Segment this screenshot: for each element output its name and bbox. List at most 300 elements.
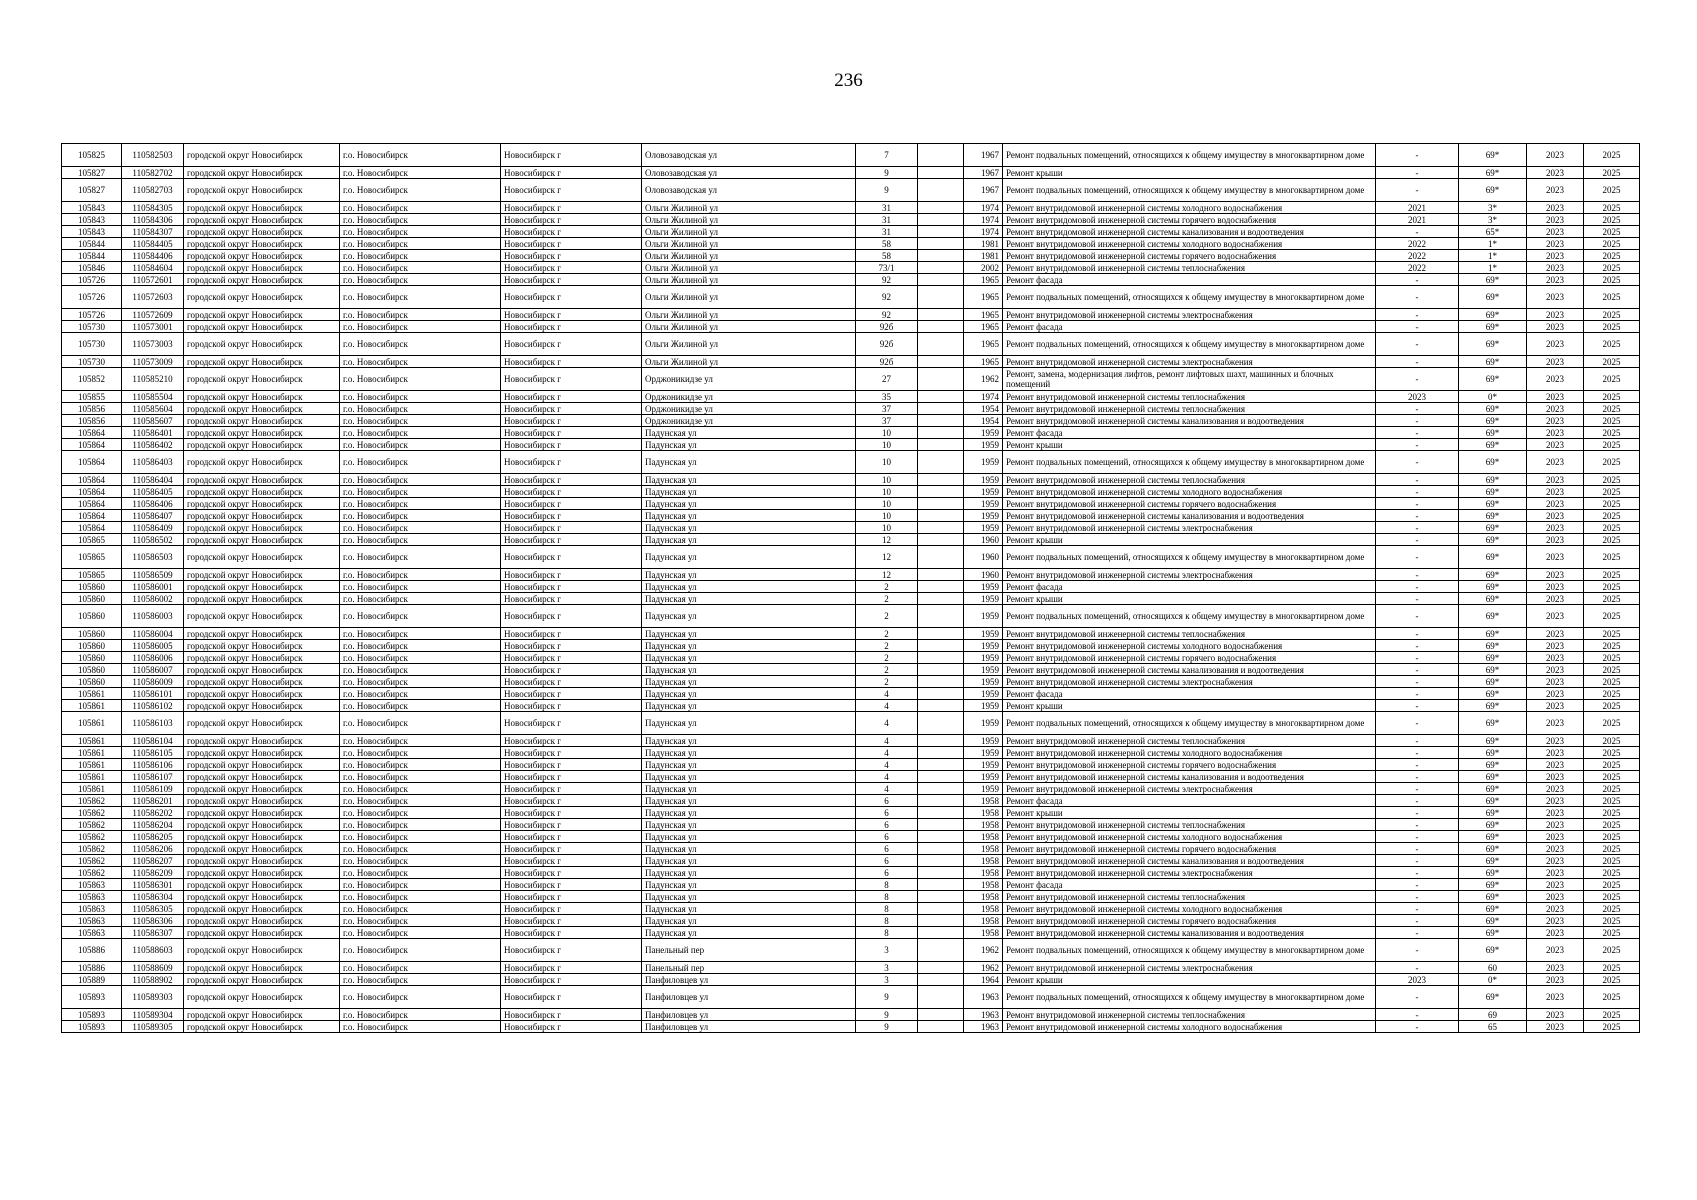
cell-district: городской округ Новосибирск bbox=[184, 891, 340, 903]
cell-prev-repair-year: - bbox=[1376, 807, 1459, 819]
table-row bbox=[62, 262, 1640, 274]
cell-house-number: 6 bbox=[856, 843, 918, 855]
cell-work-type: Ремонт крыши bbox=[1003, 807, 1376, 819]
table-row bbox=[62, 581, 1640, 593]
cell-municipality: г.о. Новосибирск bbox=[340, 879, 501, 891]
cell-end-year: 2025 bbox=[1584, 831, 1640, 843]
cell-wear-percent: 69* bbox=[1459, 891, 1527, 903]
cell-house-number: 35 bbox=[856, 391, 918, 403]
cell-street: Падунская ул bbox=[642, 605, 856, 628]
cell-wear-percent: 69* bbox=[1459, 676, 1527, 688]
cell-work-id: 110585607 bbox=[122, 415, 184, 427]
cell-district: городской округ Новосибирск bbox=[184, 474, 340, 486]
table-row bbox=[62, 522, 1640, 534]
cell-district: городской округ Новосибирск bbox=[184, 605, 340, 628]
cell-municipality: г.о. Новосибирск bbox=[340, 867, 501, 879]
cell-municipality: г.о. Новосибирск bbox=[340, 1009, 501, 1021]
cell-district: городской округ Новосибирск bbox=[184, 439, 340, 451]
cell-wear-percent: 69* bbox=[1459, 427, 1527, 439]
cell-start-year: 2023 bbox=[1527, 167, 1584, 179]
cell-work-id: 110584405 bbox=[122, 238, 184, 250]
cell-prev-repair-year: - bbox=[1376, 439, 1459, 451]
cell-house-number: 12 bbox=[856, 546, 918, 569]
cell-extra bbox=[918, 962, 964, 974]
cell-end-year: 2025 bbox=[1584, 891, 1640, 903]
cell-municipality: г.о. Новосибирск bbox=[340, 986, 501, 1009]
cell-start-year: 2023 bbox=[1527, 843, 1584, 855]
cell-build-year: 1974 bbox=[964, 226, 1003, 238]
table-row bbox=[62, 321, 1640, 333]
cell-work-type: Ремонт внутридомовой инженерной системы канализования и водоотведения bbox=[1003, 510, 1376, 522]
cell-city: Новосибирск г bbox=[501, 274, 642, 286]
cell-work-id: 110584307 bbox=[122, 226, 184, 238]
cell-object-id: 105730 bbox=[62, 333, 122, 356]
table-row bbox=[62, 891, 1640, 903]
cell-city: Новосибирск г bbox=[501, 843, 642, 855]
cell-city: Новосибирск г bbox=[501, 451, 642, 474]
cell-work-type: Ремонт фасада bbox=[1003, 274, 1376, 286]
cell-build-year: 1959 bbox=[964, 771, 1003, 783]
cell-district: городской округ Новосибирск bbox=[184, 640, 340, 652]
cell-object-id: 105889 bbox=[62, 974, 122, 986]
cell-city: Новосибирск г bbox=[501, 962, 642, 974]
table-row bbox=[62, 534, 1640, 546]
cell-end-year: 2025 bbox=[1584, 333, 1640, 356]
cell-build-year: 1963 bbox=[964, 1009, 1003, 1021]
cell-prev-repair-year: - bbox=[1376, 676, 1459, 688]
cell-city: Новосибирск г bbox=[501, 735, 642, 747]
cell-work-id: 110586404 bbox=[122, 474, 184, 486]
cell-work-type: Ремонт внутридомовой инженерной системы электроснабжения bbox=[1003, 962, 1376, 974]
cell-house-number: 8 bbox=[856, 927, 918, 939]
cell-municipality: г.о. Новосибирск bbox=[340, 915, 501, 927]
cell-prev-repair-year: - bbox=[1376, 843, 1459, 855]
cell-municipality: г.о. Новосибирск bbox=[340, 747, 501, 759]
cell-street: Падунская ул bbox=[642, 712, 856, 735]
cell-wear-percent: 69* bbox=[1459, 927, 1527, 939]
cell-build-year: 1967 bbox=[964, 167, 1003, 179]
cell-work-type: Ремонт крыши bbox=[1003, 974, 1376, 986]
cell-district: городской округ Новосибирск bbox=[184, 795, 340, 807]
cell-start-year: 2023 bbox=[1527, 486, 1584, 498]
cell-object-id: 105861 bbox=[62, 700, 122, 712]
cell-district: городской округ Новосибирск bbox=[184, 274, 340, 286]
cell-work-type: Ремонт внутридомовой инженерной системы холодного водоснабжения bbox=[1003, 903, 1376, 915]
cell-work-id: 110589305 bbox=[122, 1021, 184, 1033]
cell-street: Падунская ул bbox=[642, 640, 856, 652]
cell-extra bbox=[918, 415, 964, 427]
cell-extra bbox=[918, 807, 964, 819]
cell-start-year: 2023 bbox=[1527, 891, 1584, 903]
cell-end-year: 2025 bbox=[1584, 819, 1640, 831]
cell-prev-repair-year: - bbox=[1376, 986, 1459, 1009]
cell-build-year: 1959 bbox=[964, 664, 1003, 676]
cell-municipality: г.о. Новосибирск bbox=[340, 783, 501, 795]
cell-extra bbox=[918, 795, 964, 807]
cell-work-id: 110586407 bbox=[122, 510, 184, 522]
cell-prev-repair-year: - bbox=[1376, 498, 1459, 510]
cell-house-number: 2 bbox=[856, 581, 918, 593]
cell-municipality: г.о. Новосибирск bbox=[340, 759, 501, 771]
cell-municipality: г.о. Новосибирск bbox=[340, 486, 501, 498]
cell-extra bbox=[918, 903, 964, 915]
cell-house-number: 4 bbox=[856, 759, 918, 771]
cell-extra bbox=[918, 486, 964, 498]
cell-start-year: 2023 bbox=[1527, 927, 1584, 939]
cell-start-year: 2023 bbox=[1527, 771, 1584, 783]
cell-street: Панельный пер bbox=[642, 962, 856, 974]
cell-house-number: 2 bbox=[856, 605, 918, 628]
cell-prev-repair-year: - bbox=[1376, 700, 1459, 712]
cell-house-number: 10 bbox=[856, 427, 918, 439]
cell-city: Новосибирск г bbox=[501, 415, 642, 427]
cell-work-id: 110586106 bbox=[122, 759, 184, 771]
cell-work-id: 110584604 bbox=[122, 262, 184, 274]
cell-district: городской округ Новосибирск bbox=[184, 569, 340, 581]
cell-prev-repair-year: - bbox=[1376, 735, 1459, 747]
cell-municipality: г.о. Новосибирск bbox=[340, 581, 501, 593]
cell-work-type: Ремонт внутридомовой инженерной системы горячего водоснабжения bbox=[1003, 498, 1376, 510]
cell-prev-repair-year: - bbox=[1376, 747, 1459, 759]
table-row bbox=[62, 915, 1640, 927]
cell-start-year: 2023 bbox=[1527, 831, 1584, 843]
cell-municipality: г.о. Новосибирск bbox=[340, 167, 501, 179]
cell-street: Падунская ул bbox=[642, 498, 856, 510]
cell-build-year: 1960 bbox=[964, 534, 1003, 546]
cell-city: Новосибирск г bbox=[501, 831, 642, 843]
cell-municipality: г.о. Новосибирск bbox=[340, 403, 501, 415]
cell-end-year: 2025 bbox=[1584, 403, 1640, 415]
cell-object-id: 105865 bbox=[62, 569, 122, 581]
cell-prev-repair-year: - bbox=[1376, 522, 1459, 534]
cell-work-id: 110588603 bbox=[122, 939, 184, 962]
cell-street: Ольги Жилиной ул bbox=[642, 202, 856, 214]
cell-house-number: 10 bbox=[856, 510, 918, 522]
cell-object-id: 105860 bbox=[62, 652, 122, 664]
cell-wear-percent: 69* bbox=[1459, 664, 1527, 676]
cell-house-number: 3 bbox=[856, 962, 918, 974]
cell-city: Новосибирск г bbox=[501, 286, 642, 309]
cell-district: городской округ Новосибирск bbox=[184, 1009, 340, 1021]
cell-extra bbox=[918, 593, 964, 605]
cell-end-year: 2025 bbox=[1584, 1009, 1640, 1021]
cell-house-number: 9 bbox=[856, 1021, 918, 1033]
cell-house-number: 4 bbox=[856, 712, 918, 735]
cell-start-year: 2023 bbox=[1527, 451, 1584, 474]
cell-district: городской округ Новосибирск bbox=[184, 819, 340, 831]
cell-street: Панфиловцев ул bbox=[642, 986, 856, 1009]
cell-municipality: г.о. Новосибирск bbox=[340, 640, 501, 652]
cell-object-id: 105862 bbox=[62, 819, 122, 831]
cell-extra bbox=[918, 652, 964, 664]
cell-extra bbox=[918, 250, 964, 262]
cell-build-year: 1959 bbox=[964, 747, 1003, 759]
cell-municipality: г.о. Новосибирск bbox=[340, 795, 501, 807]
cell-start-year: 2023 bbox=[1527, 226, 1584, 238]
cell-house-number: 6 bbox=[856, 795, 918, 807]
cell-city: Новосибирск г bbox=[501, 1009, 642, 1021]
cell-extra bbox=[918, 747, 964, 759]
cell-object-id: 105726 bbox=[62, 286, 122, 309]
cell-house-number: 92б bbox=[856, 333, 918, 356]
cell-house-number: 4 bbox=[856, 735, 918, 747]
cell-extra bbox=[918, 700, 964, 712]
cell-work-type: Ремонт внутридомовой инженерной системы электроснабжения bbox=[1003, 569, 1376, 581]
cell-extra bbox=[918, 867, 964, 879]
cell-work-type: Ремонт подвальных помещений, относящихся к общему имуществу в многоквартирном доме bbox=[1003, 179, 1376, 202]
cell-object-id: 105864 bbox=[62, 451, 122, 474]
cell-work-type: Ремонт внутридомовой инженерной системы холодного водоснабжения bbox=[1003, 238, 1376, 250]
cell-build-year: 1959 bbox=[964, 652, 1003, 664]
cell-wear-percent: 69* bbox=[1459, 368, 1527, 391]
cell-extra bbox=[918, 368, 964, 391]
cell-build-year: 1958 bbox=[964, 891, 1003, 903]
cell-work-type: Ремонт внутридомовой инженерной системы электроснабжения bbox=[1003, 522, 1376, 534]
cell-work-type: Ремонт внутридомовой инженерной системы электроснабжения bbox=[1003, 356, 1376, 368]
cell-street: Панфиловцев ул bbox=[642, 1021, 856, 1033]
cell-municipality: г.о. Новосибирск bbox=[340, 712, 501, 735]
cell-start-year: 2023 bbox=[1527, 903, 1584, 915]
cell-build-year: 1958 bbox=[964, 879, 1003, 891]
cell-wear-percent: 1* bbox=[1459, 250, 1527, 262]
cell-street: Падунская ул bbox=[642, 652, 856, 664]
cell-district: городской округ Новосибирск bbox=[184, 250, 340, 262]
cell-end-year: 2025 bbox=[1584, 843, 1640, 855]
table-row bbox=[62, 1009, 1640, 1021]
cell-city: Новосибирск г bbox=[501, 712, 642, 735]
cell-start-year: 2023 bbox=[1527, 179, 1584, 202]
cell-start-year: 2023 bbox=[1527, 664, 1584, 676]
cell-build-year: 1965 bbox=[964, 309, 1003, 321]
cell-wear-percent: 69* bbox=[1459, 915, 1527, 927]
cell-end-year: 2025 bbox=[1584, 214, 1640, 226]
cell-build-year: 1959 bbox=[964, 676, 1003, 688]
cell-work-type: Ремонт внутридомовой инженерной системы холодного водоснабжения bbox=[1003, 747, 1376, 759]
cell-work-type: Ремонт внутридомовой инженерной системы электроснабжения bbox=[1003, 676, 1376, 688]
cell-work-id: 110586405 bbox=[122, 486, 184, 498]
cell-wear-percent: 65 bbox=[1459, 1021, 1527, 1033]
cell-city: Новосибирск г bbox=[501, 783, 642, 795]
table-row bbox=[62, 439, 1640, 451]
cell-municipality: г.о. Новосибирск bbox=[340, 250, 501, 262]
cell-end-year: 2025 bbox=[1584, 569, 1640, 581]
cell-build-year: 1959 bbox=[964, 628, 1003, 640]
cell-municipality: г.о. Новосибирск bbox=[340, 498, 501, 510]
cell-extra bbox=[918, 439, 964, 451]
cell-work-id: 110585604 bbox=[122, 403, 184, 415]
cell-start-year: 2023 bbox=[1527, 439, 1584, 451]
cell-object-id: 105861 bbox=[62, 735, 122, 747]
cell-prev-repair-year: - bbox=[1376, 593, 1459, 605]
cell-extra bbox=[918, 226, 964, 238]
cell-object-id: 105862 bbox=[62, 843, 122, 855]
cell-start-year: 2023 bbox=[1527, 915, 1584, 927]
table-row bbox=[62, 640, 1640, 652]
cell-street: Ольги Жилиной ул bbox=[642, 238, 856, 250]
cell-work-type: Ремонт подвальных помещений, относящихся к общему имуществу в многоквартирном доме bbox=[1003, 605, 1376, 628]
cell-city: Новосибирск г bbox=[501, 927, 642, 939]
cell-city: Новосибирск г bbox=[501, 309, 642, 321]
cell-house-number: 4 bbox=[856, 771, 918, 783]
table-row bbox=[62, 569, 1640, 581]
cell-end-year: 2025 bbox=[1584, 688, 1640, 700]
table-row bbox=[62, 214, 1640, 226]
cell-work-type: Ремонт подвальных помещений, относящихся к общему имуществу в многоквартирном доме bbox=[1003, 451, 1376, 474]
cell-district: городской округ Новосибирск bbox=[184, 226, 340, 238]
cell-work-id: 110584306 bbox=[122, 214, 184, 226]
cell-municipality: г.о. Новосибирск bbox=[340, 534, 501, 546]
cell-municipality: г.о. Новосибирск bbox=[340, 179, 501, 202]
cell-wear-percent: 69* bbox=[1459, 546, 1527, 569]
cell-work-id: 110589304 bbox=[122, 1009, 184, 1021]
cell-work-type: Ремонт внутридомовой инженерной системы горячего водоснабжения bbox=[1003, 843, 1376, 855]
cell-wear-percent: 69* bbox=[1459, 581, 1527, 593]
cell-wear-percent: 69* bbox=[1459, 593, 1527, 605]
cell-house-number: 2 bbox=[856, 664, 918, 676]
cell-object-id: 105856 bbox=[62, 415, 122, 427]
cell-work-type: Ремонт внутридомовой инженерной системы теплоснабжения bbox=[1003, 403, 1376, 415]
cell-build-year: 1954 bbox=[964, 415, 1003, 427]
cell-extra bbox=[918, 286, 964, 309]
cell-work-type: Ремонт внутридомовой инженерной системы электроснабжения bbox=[1003, 867, 1376, 879]
cell-start-year: 2023 bbox=[1527, 356, 1584, 368]
cell-extra bbox=[918, 1021, 964, 1033]
cell-house-number: 2 bbox=[856, 640, 918, 652]
cell-district: городской округ Новосибирск bbox=[184, 688, 340, 700]
table-row bbox=[62, 144, 1640, 167]
cell-municipality: г.о. Новосибирск bbox=[340, 593, 501, 605]
table-row bbox=[62, 593, 1640, 605]
cell-work-id: 110586204 bbox=[122, 819, 184, 831]
cell-work-type: Ремонт подвальных помещений, относящихся к общему имуществу в многоквартирном доме bbox=[1003, 546, 1376, 569]
cell-start-year: 2023 bbox=[1527, 795, 1584, 807]
cell-prev-repair-year: - bbox=[1376, 546, 1459, 569]
cell-extra bbox=[918, 676, 964, 688]
cell-prev-repair-year: - bbox=[1376, 333, 1459, 356]
cell-wear-percent: 69* bbox=[1459, 474, 1527, 486]
cell-work-type: Ремонт внутридомовой инженерной системы горячего водоснабжения bbox=[1003, 652, 1376, 664]
cell-start-year: 2023 bbox=[1527, 569, 1584, 581]
cell-municipality: г.о. Новосибирск bbox=[340, 819, 501, 831]
cell-house-number: 8 bbox=[856, 903, 918, 915]
cell-street: Падунская ул bbox=[642, 831, 856, 843]
cell-city: Новосибирск г bbox=[501, 510, 642, 522]
cell-wear-percent: 69* bbox=[1459, 903, 1527, 915]
cell-street: Орджоникидзе ул bbox=[642, 403, 856, 415]
cell-work-id: 110586509 bbox=[122, 569, 184, 581]
cell-work-type: Ремонт внутридомовой инженерной системы теплоснабжения bbox=[1003, 735, 1376, 747]
cell-prev-repair-year: - bbox=[1376, 368, 1459, 391]
cell-work-id: 110582702 bbox=[122, 167, 184, 179]
cell-wear-percent: 69* bbox=[1459, 712, 1527, 735]
table-row bbox=[62, 855, 1640, 867]
cell-extra bbox=[918, 759, 964, 771]
cell-object-id: 105861 bbox=[62, 783, 122, 795]
cell-build-year: 1960 bbox=[964, 546, 1003, 569]
cell-wear-percent: 69* bbox=[1459, 735, 1527, 747]
cell-house-number: 8 bbox=[856, 891, 918, 903]
cell-work-type: Ремонт подвальных помещений, относящихся к общему имуществу в многоквартирном доме bbox=[1003, 144, 1376, 167]
cell-build-year: 1958 bbox=[964, 819, 1003, 831]
cell-work-id: 110586001 bbox=[122, 581, 184, 593]
cell-work-id: 110586103 bbox=[122, 712, 184, 735]
cell-work-id: 110586307 bbox=[122, 927, 184, 939]
cell-street: Падунская ул bbox=[642, 439, 856, 451]
cell-extra bbox=[918, 771, 964, 783]
cell-prev-repair-year: - bbox=[1376, 831, 1459, 843]
cell-prev-repair-year: - bbox=[1376, 510, 1459, 522]
cell-end-year: 2025 bbox=[1584, 605, 1640, 628]
cell-prev-repair-year: - bbox=[1376, 962, 1459, 974]
cell-start-year: 2023 bbox=[1527, 974, 1584, 986]
cell-prev-repair-year: - bbox=[1376, 274, 1459, 286]
cell-district: городской округ Новосибирск bbox=[184, 403, 340, 415]
cell-start-year: 2023 bbox=[1527, 593, 1584, 605]
cell-start-year: 2023 bbox=[1527, 759, 1584, 771]
cell-wear-percent: 69* bbox=[1459, 771, 1527, 783]
cell-work-type: Ремонт внутридомовой инженерной системы канализования и водоотведения bbox=[1003, 664, 1376, 676]
cell-end-year: 2025 bbox=[1584, 700, 1640, 712]
cell-street: Падунская ул bbox=[642, 546, 856, 569]
cell-build-year: 1959 bbox=[964, 510, 1003, 522]
cell-district: городской округ Новосибирск bbox=[184, 534, 340, 546]
cell-municipality: г.о. Новосибирск bbox=[340, 522, 501, 534]
cell-city: Новосибирск г bbox=[501, 879, 642, 891]
cell-extra bbox=[918, 262, 964, 274]
table-row bbox=[62, 843, 1640, 855]
cell-start-year: 2023 bbox=[1527, 735, 1584, 747]
cell-build-year: 1959 bbox=[964, 735, 1003, 747]
cell-house-number: 58 bbox=[856, 238, 918, 250]
cell-wear-percent: 69* bbox=[1459, 534, 1527, 546]
cell-work-type: Ремонт внутридомовой инженерной системы теплоснабжения bbox=[1003, 262, 1376, 274]
cell-house-number: 4 bbox=[856, 688, 918, 700]
cell-work-type: Ремонт внутридомовой инженерной системы холодного водоснабжения bbox=[1003, 202, 1376, 214]
cell-end-year: 2025 bbox=[1584, 144, 1640, 167]
cell-city: Новосибирск г bbox=[501, 522, 642, 534]
cell-start-year: 2023 bbox=[1527, 676, 1584, 688]
cell-street: Панфиловцев ул bbox=[642, 1009, 856, 1021]
cell-district: городской округ Новосибирск bbox=[184, 939, 340, 962]
table-row bbox=[62, 1021, 1640, 1033]
table-body bbox=[62, 144, 1640, 1033]
cell-extra bbox=[918, 498, 964, 510]
cell-end-year: 2025 bbox=[1584, 974, 1640, 986]
table-row bbox=[62, 795, 1640, 807]
cell-wear-percent: 69* bbox=[1459, 807, 1527, 819]
cell-prev-repair-year: - bbox=[1376, 309, 1459, 321]
cell-wear-percent: 69* bbox=[1459, 167, 1527, 179]
table-row bbox=[62, 652, 1640, 664]
cell-end-year: 2025 bbox=[1584, 855, 1640, 867]
cell-work-type: Ремонт внутридомовой инженерной системы теплоснабжения bbox=[1003, 628, 1376, 640]
cell-house-number: 92 bbox=[856, 274, 918, 286]
cell-work-id: 110586207 bbox=[122, 855, 184, 867]
cell-wear-percent: 69* bbox=[1459, 747, 1527, 759]
cell-extra bbox=[918, 939, 964, 962]
cell-work-type: Ремонт внутридомовой инженерной системы теплоснабжения bbox=[1003, 391, 1376, 403]
cell-build-year: 1954 bbox=[964, 403, 1003, 415]
table-row bbox=[62, 747, 1640, 759]
cell-build-year: 1959 bbox=[964, 427, 1003, 439]
cell-work-id: 110586403 bbox=[122, 451, 184, 474]
table-row bbox=[62, 974, 1640, 986]
cell-build-year: 1958 bbox=[964, 903, 1003, 915]
cell-house-number: 37 bbox=[856, 415, 918, 427]
cell-object-id: 105862 bbox=[62, 867, 122, 879]
cell-street: Падунская ул bbox=[642, 795, 856, 807]
cell-object-id: 105865 bbox=[62, 546, 122, 569]
